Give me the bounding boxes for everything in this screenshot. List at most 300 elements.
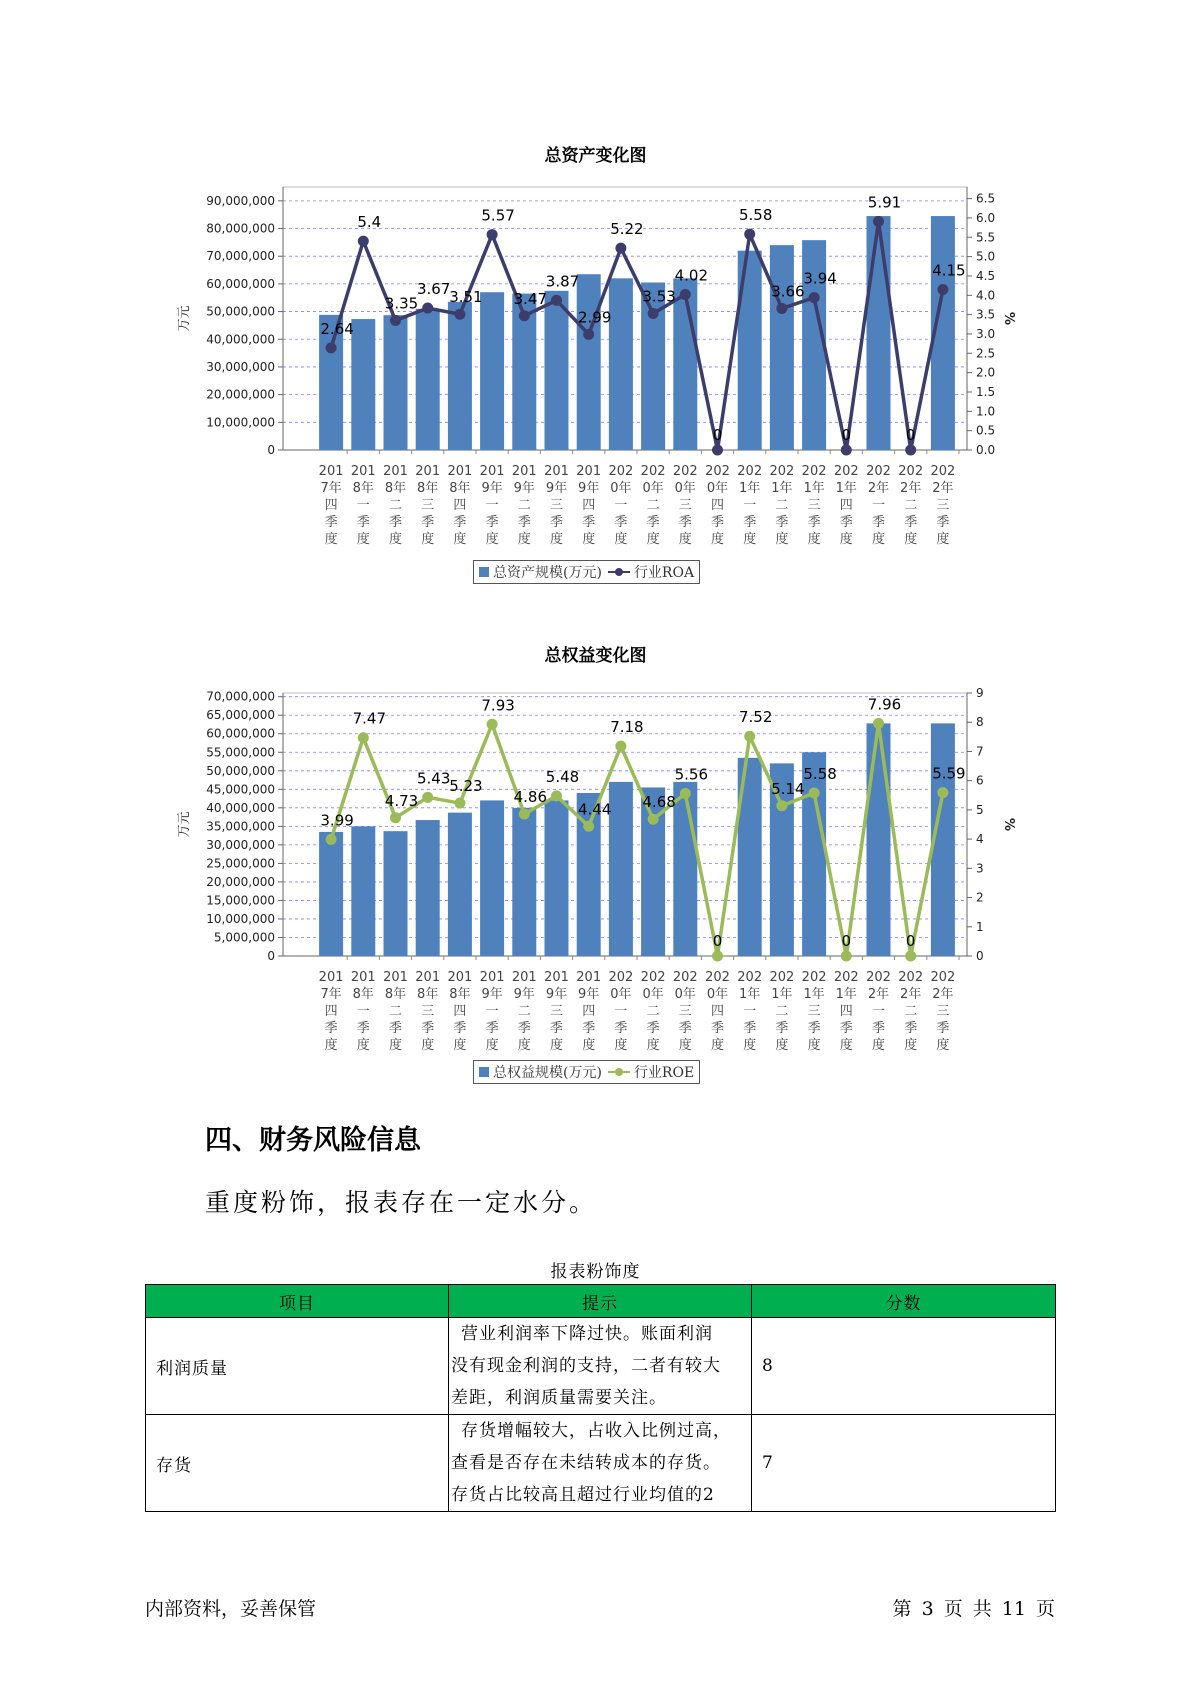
line-point <box>648 814 659 825</box>
x-tick-label-line: 度 <box>324 532 338 547</box>
section-heading: 四、财务风险信息 <box>205 1125 421 1156</box>
data-label: 7.93 <box>481 696 515 715</box>
x-tick-label-line: 202 <box>801 970 827 985</box>
x-tick-label-line: 三 <box>936 1004 950 1019</box>
data-label: 3.53 <box>642 287 676 306</box>
x-tick-label-line: 9年 <box>545 481 568 496</box>
x-tick-label-line: 季 <box>743 1021 757 1036</box>
data-label: 7.18 <box>610 718 644 737</box>
data-label: 3.67 <box>416 280 451 299</box>
x-tick-label-line: 0年 <box>642 987 664 1002</box>
data-label: 4.86 <box>513 787 548 806</box>
x-tick-label-line: 季 <box>807 1021 821 1036</box>
y2-tick-label: 7 <box>976 744 984 759</box>
line-point <box>744 731 755 742</box>
x-tick-label <box>512 970 537 1053</box>
y-tick-label: 40,000,000 <box>206 332 275 347</box>
x-tick-label-line: 0年 <box>610 481 632 496</box>
x-tick-label <box>415 970 440 1053</box>
y-tick-label: 55,000,000 <box>206 745 275 760</box>
x-tick-label-line: 7年 <box>320 987 342 1002</box>
y2-tick-label: 3.5 <box>976 307 996 322</box>
x-tick-label <box>641 970 666 1053</box>
y2-tick-label: 4.0 <box>976 288 996 303</box>
y2-tick-label: 5 <box>976 802 984 817</box>
x-tick-label-line: 一 <box>743 1004 757 1019</box>
x-tick-label <box>319 970 344 1053</box>
x-tick-label-line: 二 <box>775 498 789 513</box>
line-point <box>712 951 723 962</box>
y-tick-label: 25,000,000 <box>206 856 275 871</box>
data-label: 0 <box>712 932 723 950</box>
y-tick-label: 60,000,000 <box>206 276 275 291</box>
data-label: 5.43 <box>416 769 451 788</box>
data-label: 5.4 <box>357 213 382 232</box>
x-tick-label-line: 201 <box>318 464 344 479</box>
x-tick-label <box>705 970 730 1053</box>
data-label: 0 <box>905 932 916 950</box>
data-label: 3.35 <box>384 294 419 313</box>
x-tick-label-line: 201 <box>479 464 505 479</box>
y-tick-label: 70,000,000 <box>206 689 275 704</box>
x-tick-label-line: 度 <box>743 532 757 547</box>
x-tick-label-line: 三 <box>807 498 821 513</box>
x-tick-label-line: 202 <box>737 970 763 985</box>
x-tick-label-line: 202 <box>898 464 924 479</box>
y-tick-label: 5,000,000 <box>213 930 275 945</box>
line-point <box>615 741 626 752</box>
x-tick-label-line: 季 <box>936 515 950 530</box>
x-tick-label <box>769 970 794 1053</box>
x-tick-label-line: 四 <box>582 498 596 513</box>
y-tick-label: 30,000,000 <box>206 837 275 852</box>
hint-line: 查看是否存在未结转成本的存货。 <box>451 1453 721 1473</box>
y-tick-label: 30,000,000 <box>206 359 275 374</box>
x-tick-label-line: 202 <box>898 970 924 985</box>
x-tick-label-line: 度 <box>904 532 918 547</box>
x-tick-label-line: 度 <box>356 1038 370 1053</box>
x-tick-label-line: 202 <box>866 464 891 479</box>
x-tick-label-line: 8年 <box>384 481 407 496</box>
x-tick-label-line: 度 <box>388 1038 403 1053</box>
data-label: 3.66 <box>771 282 805 301</box>
x-tick-label-line: 三 <box>807 1004 821 1019</box>
y2-tick-label: 6.5 <box>976 191 996 206</box>
bar <box>319 832 343 956</box>
x-tick-label <box>866 970 891 1053</box>
x-tick-label-line: 三 <box>936 498 950 513</box>
x-tick-label-line: 8年 <box>352 987 374 1002</box>
x-tick-label-line: 季 <box>453 1021 467 1036</box>
x-tick-label-line: 季 <box>421 515 435 530</box>
y-tick-label: 35,000,000 <box>206 819 275 834</box>
data-label: 0 <box>905 426 916 444</box>
x-tick-label-line: 二 <box>517 498 531 513</box>
x-tick-label-line: 202 <box>833 970 859 985</box>
x-tick-label-line: 9年 <box>513 987 535 1002</box>
x-tick-label-line: 201 <box>415 970 441 985</box>
x-tick-label-line: 一 <box>356 498 370 513</box>
x-tick-label-line: 1年 <box>739 481 761 496</box>
x-tick-label-line: 201 <box>318 970 344 985</box>
x-tick-label-line: 一 <box>614 1004 628 1019</box>
x-tick-label-line: 四 <box>710 1004 725 1019</box>
x-tick-label-line: 度 <box>807 532 821 547</box>
x-tick-label-line: 201 <box>544 970 569 985</box>
x-tick-label-line: 一 <box>871 1004 886 1019</box>
y2-tick-label: 4 <box>976 832 984 847</box>
x-tick-label-line: 0年 <box>642 481 664 496</box>
x-tick-label-line: 季 <box>936 1021 950 1036</box>
data-label: 3.47 <box>513 289 548 308</box>
section-text: 重度粉饰，报表存在一定水分。 <box>205 1188 598 1217</box>
x-tick-label-line: 201 <box>511 970 537 985</box>
line-point <box>551 790 562 801</box>
x-tick-label <box>480 970 505 1053</box>
data-label: 5.59 <box>932 764 966 783</box>
data-label: 5.57 <box>481 206 515 225</box>
x-tick-label-line: 201 <box>576 970 602 985</box>
x-tick-label-line: 度 <box>871 532 886 547</box>
y-tick-label: 10,000,000 <box>206 415 275 430</box>
line-point <box>454 798 465 809</box>
legend-line-swatch <box>608 1067 630 1077</box>
bar <box>351 826 375 956</box>
y-tick-label: 20,000,000 <box>206 387 275 402</box>
x-tick-label-line: 度 <box>678 1038 692 1053</box>
row-item: 利润质量 <box>146 1318 449 1415</box>
x-tick-label <box>737 970 762 1053</box>
x-tick-label-line: 一 <box>356 1004 370 1019</box>
data-label: 5.23 <box>449 777 483 796</box>
data-label: 0 <box>841 426 852 444</box>
data-label: 3.94 <box>803 269 837 288</box>
x-tick-label-line: 季 <box>710 515 725 530</box>
y-tick-label: 40,000,000 <box>206 800 275 815</box>
row-score: 7 <box>752 1415 1056 1512</box>
x-tick-label-line: 二 <box>775 1004 789 1019</box>
x-tick-label-line: 三 <box>421 1004 435 1019</box>
x-tick-label-line: 202 <box>769 464 795 479</box>
x-tick-label-line: 8年 <box>417 987 439 1002</box>
line-point <box>519 808 530 819</box>
y2-tick-label: 0.5 <box>976 423 996 438</box>
y2-axis-label: % <box>1001 311 1016 326</box>
x-tick-label-line: 202 <box>930 970 956 985</box>
chart-title: 总资产变化图 <box>544 146 647 166</box>
x-tick-label <box>383 970 408 1053</box>
x-tick-label <box>544 970 569 1053</box>
x-tick-label-line: 1年 <box>835 481 857 496</box>
line-point <box>776 800 787 811</box>
y2-tick-label: 2 <box>976 890 984 905</box>
bar <box>673 782 697 956</box>
x-tick-label-line: 0年 <box>674 481 696 496</box>
y2-tick-label: 4.5 <box>976 268 996 283</box>
y2-tick-label: 5.0 <box>976 249 996 264</box>
x-tick-label-line: 季 <box>453 515 467 530</box>
x-tick-label-line: 度 <box>743 1038 757 1053</box>
x-tick-label-line: 一 <box>743 498 757 513</box>
line-point <box>326 834 337 845</box>
data-label: 3.99 <box>320 811 354 830</box>
column-header-score: 分数 <box>752 1285 1056 1318</box>
data-label: 2.64 <box>320 319 354 338</box>
y-tick-label: 80,000,000 <box>206 221 275 236</box>
x-tick-label-line: 8年 <box>449 481 471 496</box>
x-tick-label-line: 季 <box>421 1021 435 1036</box>
data-label: 4.73 <box>384 791 419 810</box>
x-tick-label-line: 度 <box>517 1038 531 1053</box>
x-tick-label-line: 度 <box>871 1038 886 1053</box>
x-tick-label-line: 201 <box>576 464 602 479</box>
risk-table <box>145 1284 1056 1512</box>
y-axis-label: 万元 <box>177 811 192 838</box>
x-tick-label-line: 9年 <box>578 481 600 496</box>
x-tick-label-line: 季 <box>839 515 853 530</box>
legend-bar-label: 总权益规模(万元) <box>493 1065 602 1081</box>
x-tick-label-line: 度 <box>646 1038 660 1053</box>
x-tick-label-line: 季 <box>678 1021 692 1036</box>
x-tick-label-line: 季 <box>356 1021 370 1036</box>
x-tick-label-line: 四 <box>582 1004 596 1019</box>
x-tick-label-line: 202 <box>930 464 956 479</box>
table-header-row <box>146 1285 1056 1318</box>
hint-line: 营业利润率下降过快。账面利润 <box>461 1324 713 1344</box>
x-tick-label-line: 2年 <box>932 481 954 496</box>
data-label: 0 <box>712 426 723 444</box>
line-point <box>841 951 852 962</box>
y-tick-label: 10,000,000 <box>206 911 275 926</box>
data-label: 5.58 <box>738 206 773 225</box>
y2-tick-label: 0 <box>976 949 984 963</box>
x-tick-label-line: 度 <box>775 532 789 547</box>
legend-bar-swatch <box>479 1067 489 1077</box>
x-tick-label-line: 9年 <box>545 987 568 1002</box>
x-tick-label-line: 季 <box>646 515 660 530</box>
data-label: 7.47 <box>352 709 387 728</box>
hint-line: 差距，利润质量需要关注。 <box>451 1388 667 1408</box>
x-tick-label-line: 季 <box>775 515 789 530</box>
x-tick-label-line: 201 <box>350 464 376 479</box>
line-point <box>487 719 498 730</box>
x-tick-label-line: 202 <box>705 970 730 985</box>
y2-tick-label: 6 <box>976 773 984 788</box>
x-tick-label-line: 季 <box>356 515 370 530</box>
y-tick-label: 50,000,000 <box>206 763 275 778</box>
x-tick-label-line: 度 <box>646 532 660 547</box>
y2-tick-label: 9 <box>976 686 984 700</box>
x-tick-label-line: 1年 <box>739 987 761 1002</box>
data-label: 5.14 <box>771 779 805 798</box>
x-tick-label-line: 1年 <box>803 987 825 1002</box>
y-tick-label: 45,000,000 <box>206 782 275 797</box>
x-tick-label-line: 四 <box>453 498 467 513</box>
x-tick-label-line: 季 <box>839 1021 853 1036</box>
y2-tick-label: 6.0 <box>976 210 996 225</box>
chart-title: 总权益变化图 <box>544 646 647 666</box>
x-tick-label-line: 三 <box>549 1004 564 1019</box>
x-tick-label-line: 度 <box>614 1038 628 1053</box>
x-tick-label-line: 季 <box>485 1021 499 1036</box>
x-tick-label <box>576 970 601 1053</box>
data-label: 5.56 <box>674 765 709 784</box>
legend-bar-label: 总资产规模(万元) <box>493 565 602 581</box>
data-label: 0 <box>841 932 852 950</box>
x-tick-label-line: 季 <box>871 515 886 530</box>
table-caption: 报表粉饰度 <box>550 1262 641 1282</box>
column-header-hint: 提示 <box>449 1285 752 1318</box>
x-tick-label-line: 201 <box>447 464 473 479</box>
x-tick-label-line: 8年 <box>417 481 439 496</box>
x-tick-label-line: 1年 <box>803 481 825 496</box>
x-tick-label-line: 四 <box>839 498 853 513</box>
x-tick-label <box>673 970 698 1053</box>
x-tick-label-line: 0年 <box>706 481 729 496</box>
x-tick-label-line: 2年 <box>900 481 922 496</box>
line-point <box>358 732 369 743</box>
x-tick-label-line: 三 <box>549 498 564 513</box>
x-tick-label <box>351 970 376 1053</box>
x-tick-label-line: 季 <box>549 1021 564 1036</box>
data-label: 3.87 <box>545 272 580 291</box>
x-tick-label-line: 季 <box>646 1021 660 1036</box>
y-tick-label: 0 <box>267 443 275 457</box>
y2-tick-label: 3.0 <box>976 326 996 341</box>
x-tick-label-line: 四 <box>710 498 725 513</box>
row-item: 存货 <box>146 1415 449 1512</box>
x-tick-label-line: 7年 <box>320 481 342 496</box>
footer-confidential: 内部资料，妥善保管 <box>145 1598 317 1620</box>
line-point <box>905 951 916 962</box>
x-tick-label-line: 度 <box>421 532 435 547</box>
x-tick-label-line: 度 <box>324 1038 338 1053</box>
x-tick-label-line: 二 <box>646 498 660 513</box>
x-tick-label-line: 季 <box>388 515 403 530</box>
bar <box>384 831 408 956</box>
hint-line: 存货占比较高且超过行业均值的2 <box>451 1485 715 1505</box>
x-tick-label-line: 度 <box>485 1038 499 1053</box>
legend-line-label: 行业ROE <box>633 1065 695 1081</box>
x-tick-label <box>608 970 633 1053</box>
x-tick-label-line: 度 <box>421 1038 435 1053</box>
x-tick-label-line: 201 <box>383 464 408 479</box>
hint-line: 没有现金利润的支持，二者有较大 <box>451 1356 721 1376</box>
y2-tick-label: 2.0 <box>976 365 996 380</box>
x-tick-label-line: 202 <box>672 970 698 985</box>
line-point <box>809 787 820 798</box>
x-tick-label-line: 四 <box>324 1004 338 1019</box>
x-tick-label-line: 202 <box>801 464 827 479</box>
x-tick-label-line: 一 <box>485 1004 499 1019</box>
x-tick-label-line: 度 <box>453 532 467 547</box>
x-tick-label-line: 201 <box>383 970 408 985</box>
x-tick-label-line: 季 <box>582 1021 596 1036</box>
x-tick-label-line: 季 <box>388 1021 403 1036</box>
footer-page-number: 第 3 页 共 11 页 <box>892 1598 1055 1620</box>
x-tick-label <box>834 970 859 1053</box>
data-label: 7.96 <box>867 695 902 714</box>
bar-series <box>319 723 955 956</box>
x-tick-label-line: 1年 <box>771 481 793 496</box>
x-tick-label-line: 度 <box>710 532 725 547</box>
x-tick-label-line: 季 <box>710 1021 725 1036</box>
y2-tick-label: 2.5 <box>976 346 996 361</box>
y-tick-label: 60,000,000 <box>206 726 275 741</box>
row-score: 8 <box>752 1318 1056 1415</box>
x-tick-label-line: 0年 <box>610 987 632 1002</box>
x-tick-label-line: 9年 <box>513 481 535 496</box>
y2-axis-label: % <box>1001 817 1016 832</box>
x-tick-label-line: 季 <box>324 1021 338 1036</box>
x-tick-label-line: 度 <box>678 532 692 547</box>
data-label: 4.15 <box>932 261 966 280</box>
y-axis-label: 万元 <box>177 305 192 332</box>
x-tick-label-line: 度 <box>582 532 596 547</box>
y-tick-label: 50,000,000 <box>206 304 275 319</box>
data-label: 4.68 <box>642 793 676 812</box>
y-tick-label: 0 <box>267 949 275 963</box>
x-tick-label-line: 202 <box>833 464 859 479</box>
y-tick-label: 70,000,000 <box>206 249 275 264</box>
x-tick-label-line: 202 <box>737 464 763 479</box>
x-tick-label-line: 二 <box>388 498 403 513</box>
x-tick-label-line: 一 <box>614 498 628 513</box>
x-tick-label-line: 度 <box>904 1038 918 1053</box>
x-tick-label-line: 202 <box>866 970 891 985</box>
x-tick-label-line: 季 <box>871 1021 886 1036</box>
x-tick-label-line: 度 <box>356 532 370 547</box>
x-tick-label-line: 8年 <box>384 987 407 1002</box>
hint-line: 存货增幅较大，占收入比例过高， <box>461 1421 731 1441</box>
x-tick-label-line: 度 <box>775 1038 789 1053</box>
x-tick-label-line: 度 <box>582 1038 596 1053</box>
y2-tick-label: 8 <box>976 715 984 730</box>
line-point <box>583 821 594 832</box>
x-tick-label-line: 一 <box>871 498 886 513</box>
x-tick-label-line: 二 <box>388 1004 403 1019</box>
x-tick-label-line: 1年 <box>771 987 793 1002</box>
x-tick-label-line: 二 <box>646 1004 660 1019</box>
x-tick-label-line: 202 <box>640 970 666 985</box>
bar <box>609 782 633 956</box>
line-point <box>390 812 401 823</box>
x-tick-label-line: 季 <box>614 515 628 530</box>
x-tick-label-line: 9年 <box>481 481 503 496</box>
row-hint <box>449 1415 752 1512</box>
y2-tick-label: 1.5 <box>976 384 996 399</box>
x-tick-label-line: 201 <box>544 464 569 479</box>
x-tick-label-line: 度 <box>549 1038 564 1053</box>
data-label: 7.52 <box>738 708 773 727</box>
y2-tick-label: 0.0 <box>976 443 996 457</box>
x-tick-label-line: 0年 <box>706 987 729 1002</box>
x-tick-label-line: 一 <box>485 498 499 513</box>
data-label: 5.48 <box>545 767 580 786</box>
x-tick-label <box>930 970 955 1053</box>
bar <box>480 800 504 956</box>
x-tick-label-line: 201 <box>415 464 441 479</box>
x-tick-label-line: 202 <box>672 464 698 479</box>
x-tick-label-line: 9年 <box>481 987 503 1002</box>
x-tick-label-line: 202 <box>769 970 795 985</box>
x-tick-label-line: 季 <box>904 1021 918 1036</box>
y-tick-label: 90,000,000 <box>206 193 275 208</box>
x-tick-label-line: 201 <box>511 464 537 479</box>
line-point <box>422 792 433 803</box>
x-tick-label-line: 度 <box>936 1038 950 1053</box>
x-tick-label-line: 8年 <box>352 481 374 496</box>
